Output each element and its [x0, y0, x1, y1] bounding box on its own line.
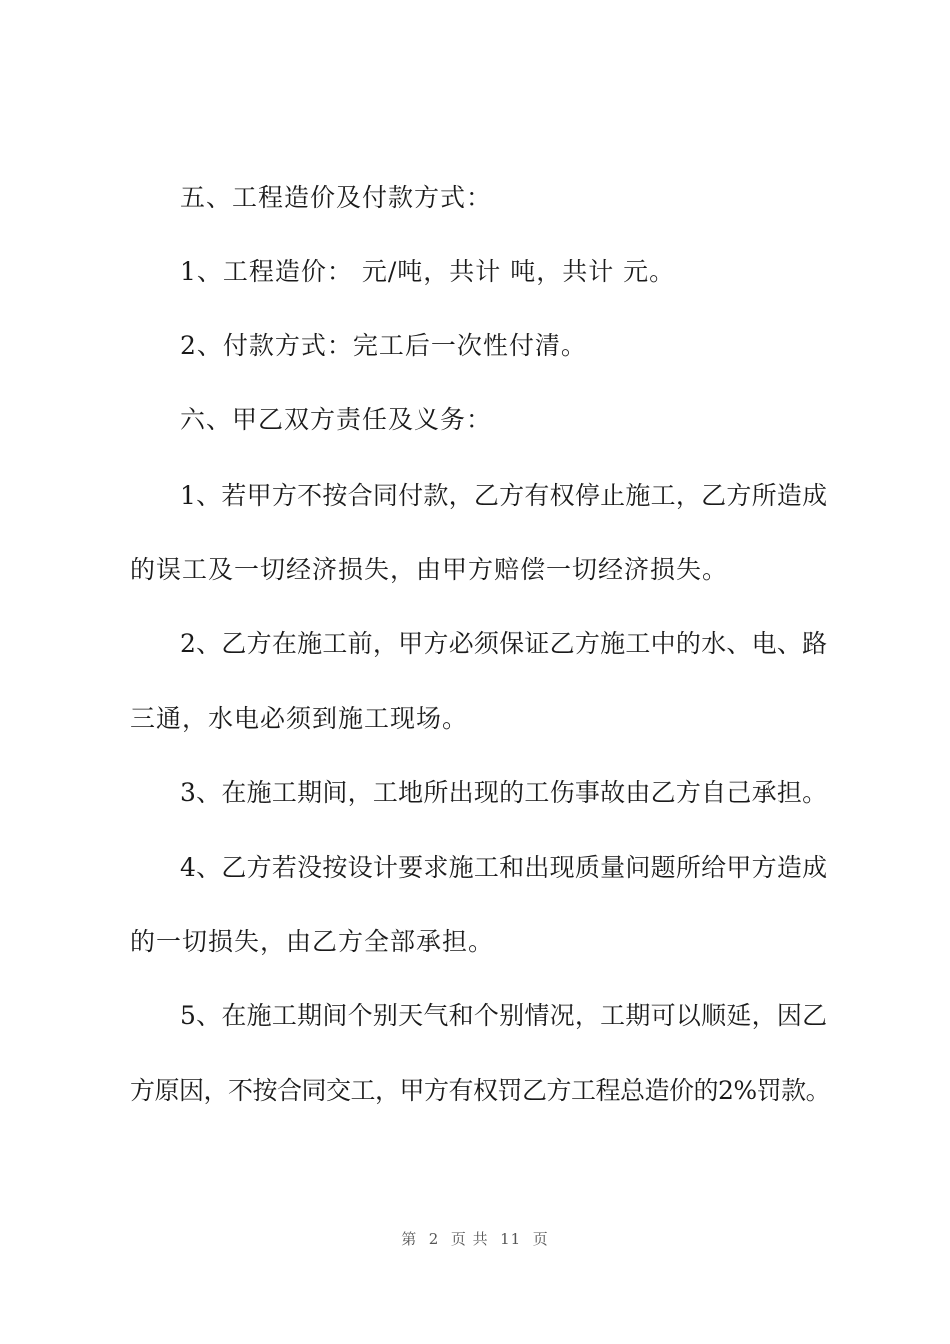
paragraph-line: 2、付款方式：完工后一次性付清。 [180, 331, 587, 360]
section-heading-five: 五、工程造价及付款方式： [180, 183, 493, 212]
paragraph-line: 的一切损失，由乙方全部承担。 [130, 927, 495, 956]
paragraph-line: 3、在施工期间，工地所出现的工伤事故由乙方自己承担。 [180, 778, 828, 807]
paragraph-line: 的误工及一切经济损失，由甲方赔偿一切经济损失。 [130, 555, 729, 584]
paragraph-line: 1、若甲方不按合同付款，乙方有权停止施工，乙方所造成 [180, 481, 828, 510]
section-heading-six: 六、甲乙双方责任及义务： [180, 405, 493, 434]
paragraph-line: 1、工程造价： 元/吨，共计 吨，共计 元。 [180, 257, 676, 286]
paragraph-line: 三通，水电必须到施工现场。 [130, 704, 469, 733]
paragraph-line: 2、乙方在施工前，甲方必须保证乙方施工中的水、电、路 [180, 629, 828, 658]
paragraph-line: 4、乙方若没按设计要求施工和出现质量问题所给甲方造成 [180, 853, 828, 882]
paragraph-line: 5、在施工期间个别天气和个别情况，工期可以顺延，因乙 [180, 1001, 828, 1030]
paragraph-line: 方原因，不按合同交工，甲方有权罚乙方工程总造价的2%罚款。 [130, 1076, 831, 1105]
page-number-footer: 第 2 页 共 11 页 [401, 1230, 549, 1248]
